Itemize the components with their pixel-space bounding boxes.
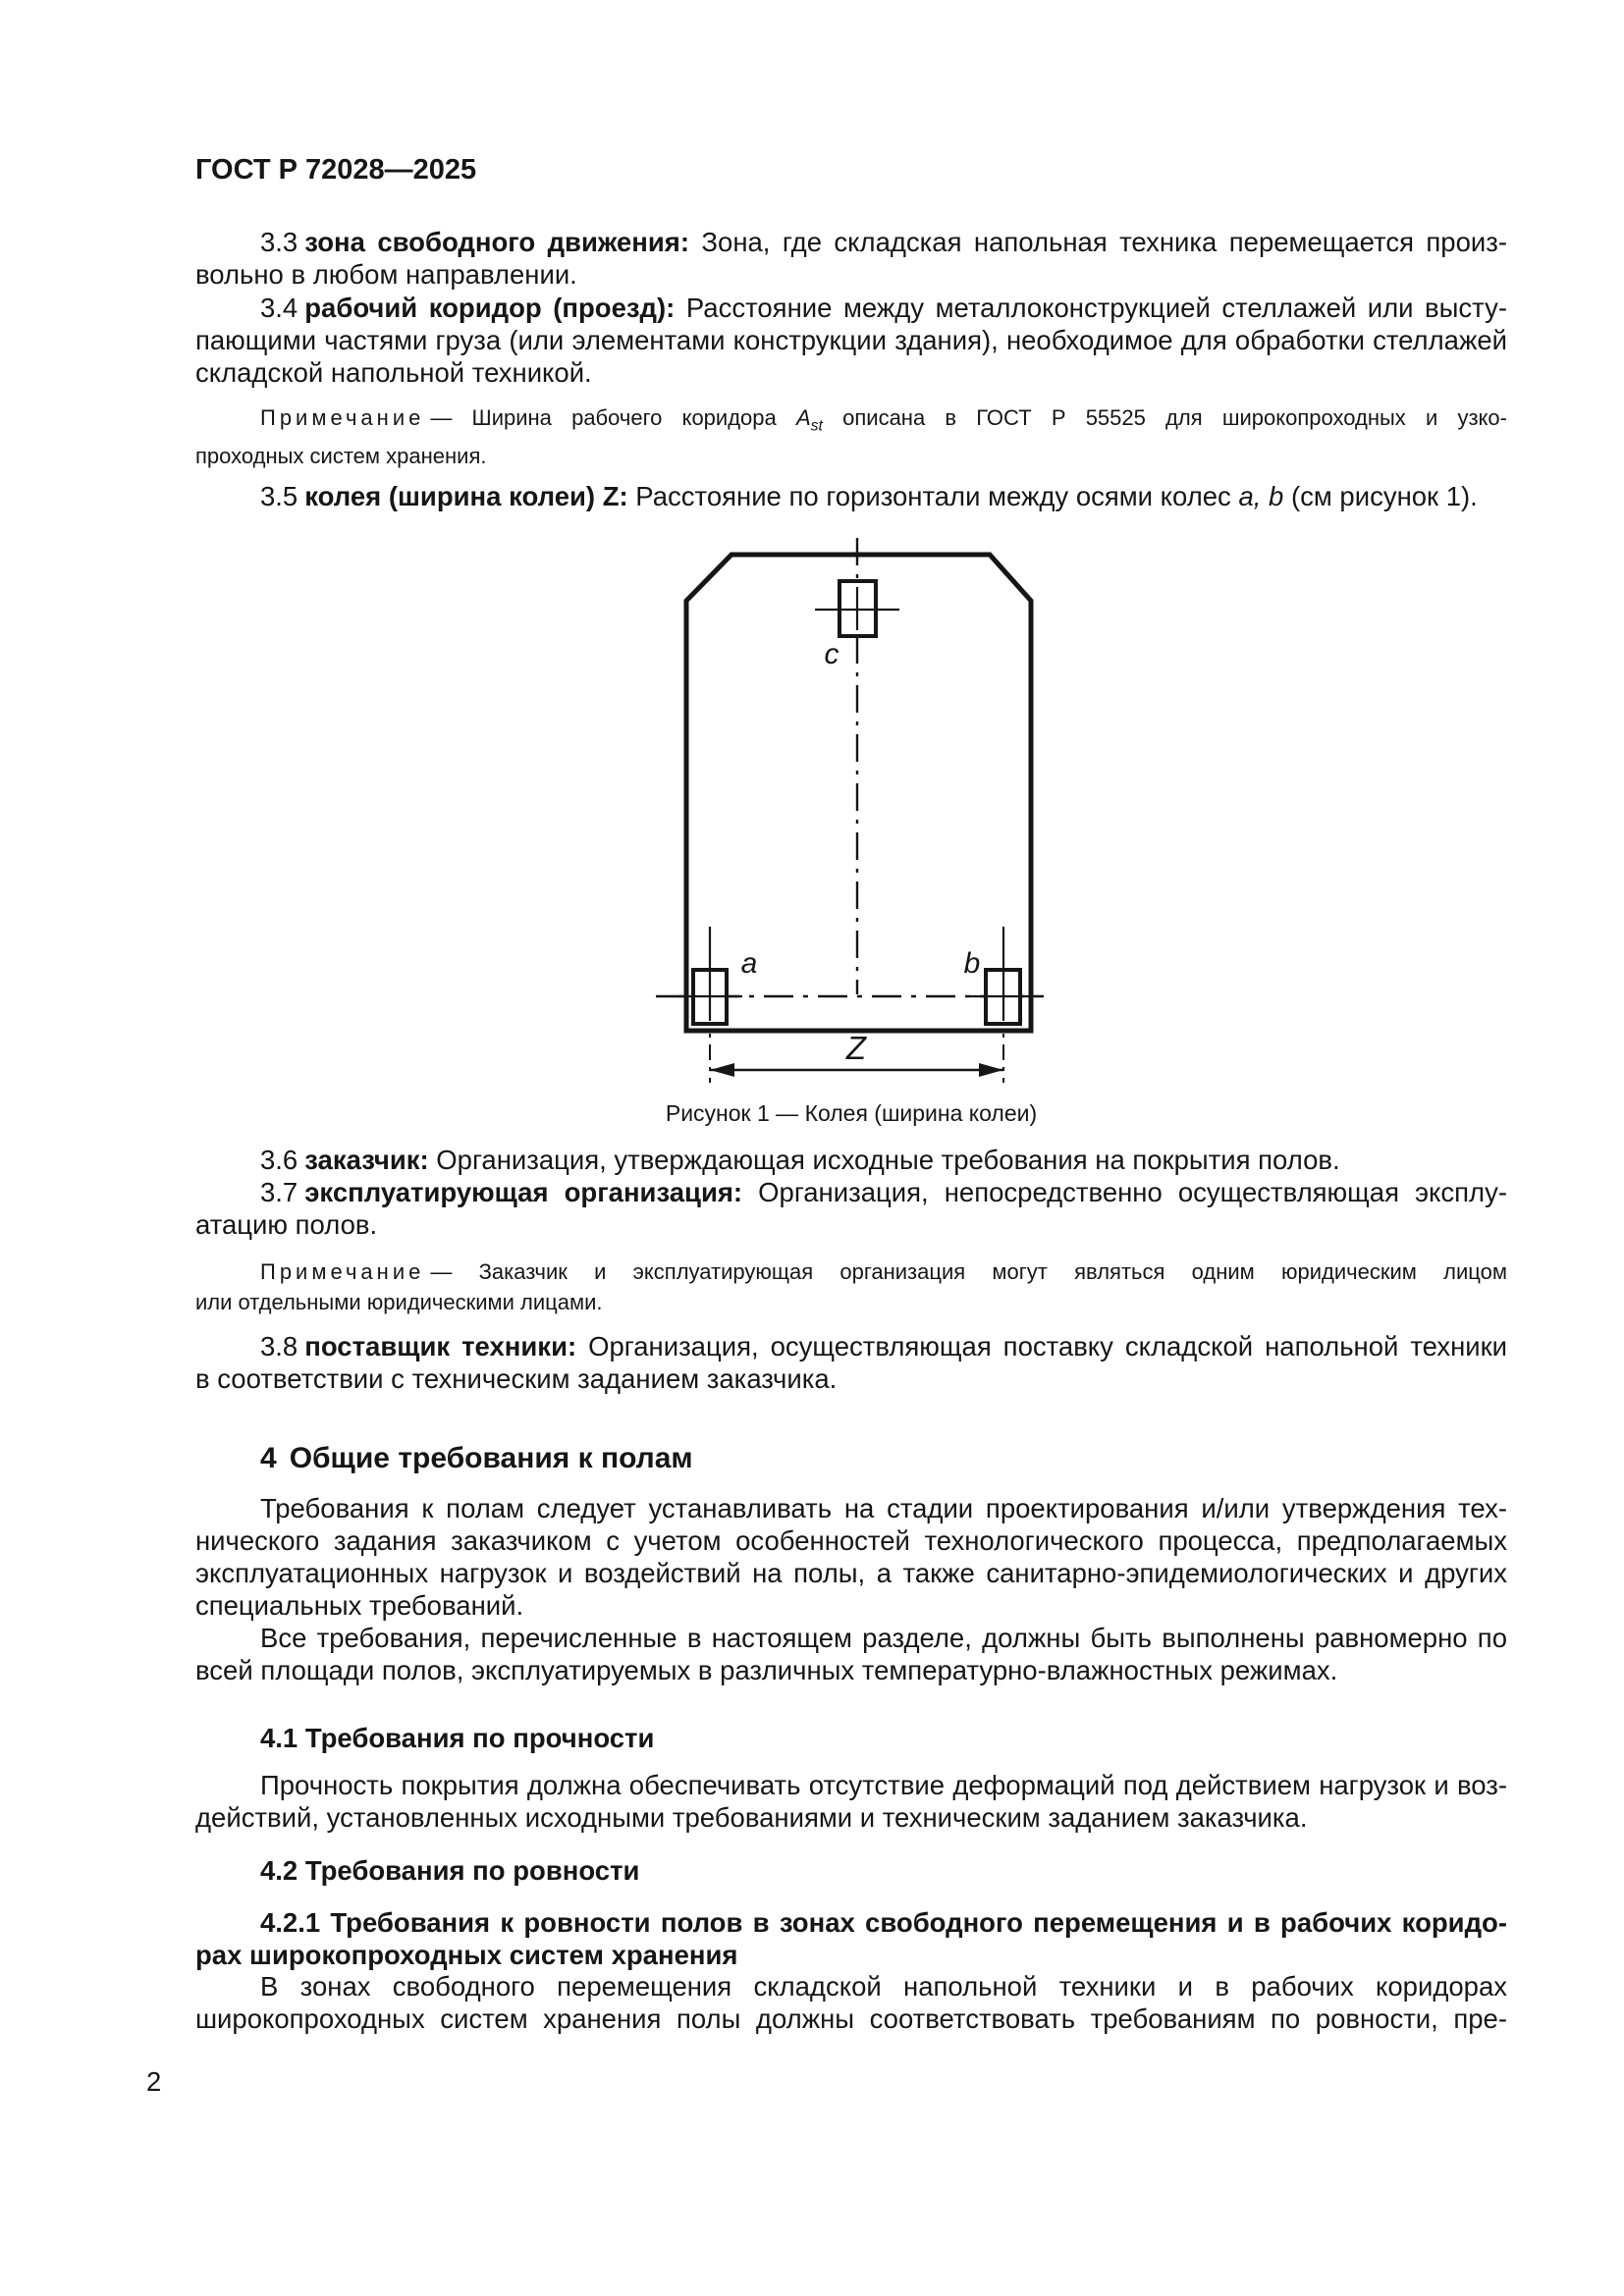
term: поставщик техники: bbox=[304, 1331, 589, 1362]
text-line bbox=[195, 1492, 1507, 1524]
section-number: 4 bbox=[260, 1442, 277, 1474]
section-title: Общие требования к полам bbox=[289, 1442, 693, 1474]
caption-text: Рисунок 1 — Колея (ширина колеи) bbox=[665, 1100, 1038, 1126]
clause-number: 3.7 bbox=[260, 1177, 298, 1207]
clause-3-6 bbox=[195, 1144, 1507, 1176]
symbol-ast-subscript: st bbox=[810, 417, 823, 435]
text-line bbox=[195, 1557, 1507, 1589]
figure-1-caption bbox=[195, 1100, 1507, 1127]
text-line bbox=[195, 356, 1507, 389]
text-line bbox=[195, 1769, 1507, 1801]
note-text: — Ширина рабочего коридора bbox=[430, 405, 796, 430]
term: заказчик: bbox=[304, 1145, 437, 1175]
section-title: 4.1 Требования по прочности bbox=[260, 1723, 655, 1753]
note-label: Примечание bbox=[260, 1259, 425, 1284]
term: рабочий коридор (проезд): bbox=[304, 293, 686, 323]
text-line bbox=[195, 1906, 1507, 1939]
text-line bbox=[195, 441, 1507, 471]
heading-4-2-1 bbox=[195, 1906, 1507, 1971]
body-text: Прочность покрытия должна обеспечивать отсутствие деформаций под действием нагрузок и воз- bbox=[260, 1770, 1507, 1800]
definition-text: Зона, где складская напольная техника перемещается произ- bbox=[701, 227, 1507, 257]
term: эксплуатирующая организация: bbox=[304, 1177, 759, 1207]
text-line bbox=[195, 1589, 1507, 1622]
definition-text: (см рисунок 1). bbox=[1283, 481, 1478, 511]
definition-text: Организация, утверждающая исходные требования на покрытия полов. bbox=[436, 1145, 1340, 1175]
body-text: нического задания заказчиком с учетом особенностей технологического процесса, предполагаемых bbox=[195, 1525, 1507, 1556]
text-line bbox=[195, 480, 1507, 512]
term: колея (ширина колеи) bbox=[304, 481, 603, 511]
body-text: эксплуатационных нагрузок и воздействий на полы, а также санитарно-эпидемиологических и других bbox=[195, 1558, 1507, 1588]
text-line bbox=[195, 1330, 1507, 1362]
clause-3-3 bbox=[195, 226, 1507, 291]
definition-text: атацию полов. bbox=[195, 1209, 378, 1240]
section-title: 4.2 Требования по ровности bbox=[260, 1855, 640, 1886]
note-1 bbox=[195, 402, 1507, 471]
symbol-z: Z: bbox=[602, 481, 628, 511]
note-text: описана в ГОСТ Р 55525 для широкопроходных и узко- bbox=[822, 405, 1507, 430]
definition-text: Расстояние по горизонтали между осями колес bbox=[627, 481, 1239, 511]
clause-number: 3.5 bbox=[260, 481, 298, 511]
section-4-heading bbox=[195, 1441, 1507, 1476]
text-line bbox=[195, 1287, 1507, 1317]
body-text: широкопроходных систем хранения полы должны соответствовать требованиям по ровности, пре- bbox=[195, 2003, 1507, 2034]
symbol-ast: A bbox=[795, 405, 811, 430]
clause-number: 3.8 bbox=[260, 1331, 298, 1362]
text-line bbox=[195, 258, 1507, 291]
term: зона свободного движения: bbox=[304, 227, 702, 257]
paragraph-4-2-1-body bbox=[195, 1970, 1507, 2035]
text-line bbox=[195, 324, 1507, 356]
definition-text: в соответствии с техническим заданием заказчика. bbox=[195, 1363, 838, 1394]
dimension-arrow-right bbox=[979, 1063, 1003, 1077]
body-text: всей площади полов, эксплуатируемых в различных температурно-влажностных режимах. bbox=[195, 1655, 1338, 1685]
definition-text: пающими частями груза (или элементами конструкции здания), необходимое для обработки стеллажей bbox=[195, 325, 1507, 355]
text-line bbox=[195, 1256, 1507, 1287]
body-text: Требования к полам следует устанавливать на стадии проектирования и/или утверждения тех- bbox=[260, 1493, 1507, 1523]
heading-4-2 bbox=[195, 1854, 1507, 1887]
wheel-label-b: b bbox=[963, 947, 981, 980]
text-line bbox=[195, 1208, 1507, 1241]
text-line bbox=[195, 1722, 1507, 1754]
heading-4-1 bbox=[195, 1722, 1507, 1754]
clause-3-8 bbox=[195, 1330, 1507, 1395]
note-2 bbox=[195, 1256, 1507, 1317]
text-line bbox=[195, 1622, 1507, 1654]
text-line bbox=[195, 1362, 1507, 1395]
body-text: В зонах свободного перемещения складской напольной техники и в рабочих коридорах bbox=[260, 1971, 1507, 2002]
definition-text: складской напольной техникой. bbox=[195, 357, 592, 388]
definition-text: Расстояние между металлоконструкцией стеллажей или высту- bbox=[685, 293, 1507, 323]
definition-text: Организация, непосредственно осуществляющая эксплу- bbox=[758, 1177, 1507, 1207]
clause-number: 3.4 bbox=[260, 293, 298, 323]
note-text: проходных систем хранения. bbox=[195, 444, 487, 469]
body-text: Все требования, перечисленные в настоящем разделе, должны быть выполнены равномерно по bbox=[260, 1623, 1507, 1653]
clause-3-5 bbox=[195, 480, 1507, 512]
note-text: — Заказчик и эксплуатирующая организация могут являться одним юридическим лицом bbox=[430, 1259, 1507, 1284]
text-line bbox=[195, 1939, 1507, 1971]
dimension-label-z: Z bbox=[845, 1030, 867, 1066]
note-text: или отдельными юридическими лицами. bbox=[195, 1290, 603, 1314]
definition-text: Организация, осуществляющая поставку складской напольной техники bbox=[588, 1331, 1508, 1362]
body-text: специальных требований. bbox=[195, 1590, 524, 1621]
wheel-label-c: c bbox=[824, 638, 839, 670]
text-line bbox=[195, 1970, 1507, 2002]
symbols-ab: a, b bbox=[1238, 481, 1284, 511]
page-number-value: 2 bbox=[146, 2066, 162, 2097]
wheel-label-a: a bbox=[740, 947, 758, 980]
figure-1-track-width-diagram bbox=[609, 530, 1100, 1085]
text-line bbox=[195, 292, 1507, 324]
doc-code: ГОСТ Р 72028—2025 bbox=[195, 154, 477, 186]
section-title: 4.2.1 Требования к ровности полов в зонах свободного перемещения и в рабочих коридо- bbox=[260, 1907, 1507, 1938]
clause-3-7 bbox=[195, 1176, 1507, 1241]
paragraph-4-intro bbox=[195, 1492, 1507, 1622]
text-line bbox=[195, 2002, 1507, 2035]
note-label: Примечание bbox=[260, 405, 425, 430]
text-line bbox=[195, 1144, 1507, 1176]
body-text: действий, установленных исходными требованиями и техническим заданием заказчика. bbox=[195, 1802, 1308, 1833]
text-line bbox=[195, 1176, 1507, 1208]
text-line bbox=[195, 226, 1507, 258]
clause-3-4 bbox=[195, 292, 1507, 389]
text-line bbox=[195, 1654, 1507, 1686]
page-header bbox=[195, 154, 1507, 187]
text-line bbox=[195, 402, 1507, 441]
page-number bbox=[146, 2066, 161, 2098]
text-line bbox=[195, 1524, 1507, 1557]
text-line bbox=[195, 1441, 1507, 1476]
definition-text: вольно в любом направлении. bbox=[195, 259, 577, 290]
text-line bbox=[195, 1854, 1507, 1887]
dimension-arrow-left bbox=[710, 1063, 734, 1077]
paragraph-4-all-requirements bbox=[195, 1622, 1507, 1686]
clause-number: 3.6 bbox=[260, 1145, 298, 1175]
paragraph-4-1-body bbox=[195, 1769, 1507, 1834]
clause-number: 3.3 bbox=[260, 227, 298, 257]
text-line bbox=[195, 1801, 1507, 1834]
section-title: рах широкопроходных систем хранения bbox=[195, 1940, 738, 1970]
